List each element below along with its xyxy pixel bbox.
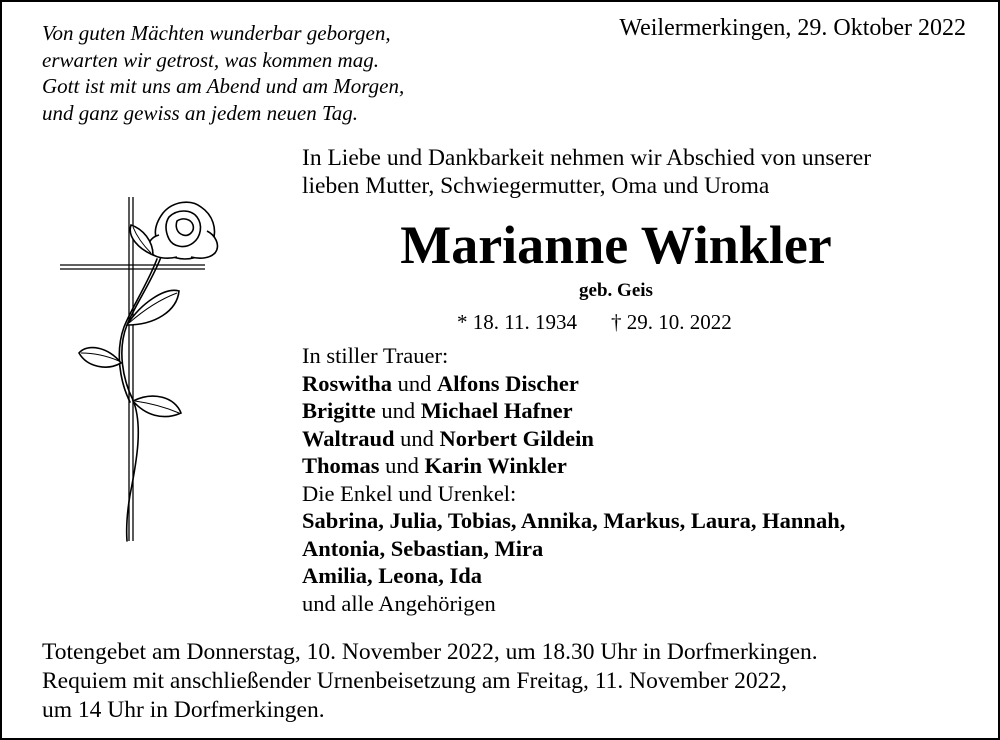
mourner-couple: Waltraud und Norbert Gildein [302,425,594,451]
mourner-couple: Brigitte und Michael Hafner [302,398,573,423]
poem-line: Gott ist mit uns am Abend und am Morgen, [42,74,405,98]
grandchildren-line: Amilia, Leona, Ida [302,563,483,588]
intro-line: lieben Mutter, Schwiegermutter, Oma und Uroma [302,173,770,199]
life-dates [457,310,732,335]
intro-line: In Liebe und Dankbarkeit nehmen wir Abschied von unserer [302,145,872,171]
mourner-couple: Thomas und Karin Winkler [302,453,567,478]
grandchildren-line: Sabrina, Julia, Tobias, Annika, Markus, Laura, Hannah, [302,508,846,533]
poem-line: Von guten Mächten wunderbar geborgen, [42,21,391,45]
service-line: Totengebet am Donnerstag, 10. November 2022, um 18.30 Uhr in Dorfmerkingen. [42,639,818,665]
mourners-list [302,342,845,617]
mourner-couple: Roswitha und Alfons Discher [302,370,579,396]
service-details [42,638,818,725]
poem [42,20,404,126]
mourners-closing: und alle Angehörigen [302,590,496,616]
mourners-heading: In stiller Trauer: [302,343,449,368]
place-date: Weilermerkingen, 29. Oktober 2022 [619,15,966,41]
cross-with-rose-icon [57,195,227,545]
intro-text [302,144,871,200]
poem-line: erwarten wir getrost, was kommen mag. [42,47,379,72]
birth-date: * 18. 11. 1934 [457,310,577,334]
death-date: † 29. 10. 2022 [610,310,732,334]
service-line: um 14 Uhr in Dorfmerkingen. [42,697,325,723]
grandchildren-line: Antonia, Sebastian, Mira [302,535,544,561]
poem-line: und ganz gewiss an jedem neuen Tag. [42,100,358,125]
maiden-name: geb. Geis [579,280,653,301]
deceased-name: Marianne Winkler [400,215,832,275]
service-line: Requiem mit anschließender Urnenbeisetzung am Freitag, 11. November 2022, [42,668,788,694]
grandchildren-heading: Die Enkel und Urenkel: [302,480,517,506]
